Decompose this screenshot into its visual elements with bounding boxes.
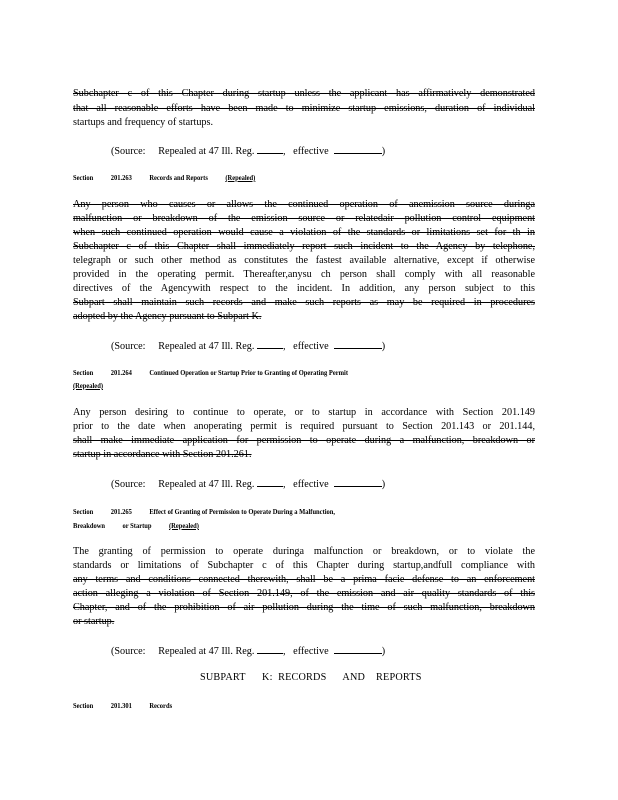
text-line: any terms and conditions connected therewith, shall be a prima facie defense to an enforcement xyxy=(73,574,535,585)
text-line: Chapter, and of the prohibition of air pollution during the time of such malfunction, breakdown xyxy=(73,602,535,613)
effective-label: effective xyxy=(293,646,329,657)
text-line: that all reasonable efforts have been made to minimize startup emissions, duration of individual xyxy=(73,103,535,114)
text-line: Subchapter c of this Chapter during startup unless the applicant has affirmatively demonstrated xyxy=(73,88,535,99)
text-line: when such continued operation would cause a violation of the standards or limitations set for th in xyxy=(73,227,535,238)
section-201-264-tag-line xyxy=(73,381,119,390)
text-line: Any person desiring to continue to operate, or to startup in accordance with Section 201.149 xyxy=(73,407,535,418)
close-paren: ) xyxy=(381,646,386,657)
section-title: Records xyxy=(149,701,173,710)
source-note-4: (Source: Repealed at 47 Ill. Reg. , effective ) xyxy=(111,646,386,657)
section-title-cont: Breakdown xyxy=(73,521,106,530)
reg-blank xyxy=(257,644,283,654)
source-text: Repealed at 47 Ill. Reg. xyxy=(158,479,255,490)
date-blank xyxy=(334,477,382,487)
section-number: 201.264 xyxy=(110,368,132,377)
source-text: Repealed at 47 Ill. Reg. xyxy=(158,341,255,352)
close-paren: ) xyxy=(381,479,386,490)
source-text: Repealed at 47 Ill. Reg. xyxy=(158,146,255,157)
text-line: adopted by the Agency pursuant to Subpart K. xyxy=(73,311,262,322)
text-line: Subpart shall maintain such records and make such reports as may be required in procedures xyxy=(73,297,535,308)
source-label: (Source: xyxy=(111,646,146,657)
section-title-cont: or Startup xyxy=(122,521,152,530)
section-number: 201.263 xyxy=(110,173,132,182)
source-label: (Source: xyxy=(111,146,146,157)
section-number: 201.265 xyxy=(110,507,132,516)
text-line: or startup. xyxy=(73,616,115,627)
text-line: malfunction or breakdown of the emission source or relatedair pollution control equipment xyxy=(73,213,535,224)
date-blank xyxy=(334,339,382,349)
text-line: shall make immediate application for permission to operate during a malfunction, breakdown or xyxy=(73,435,535,446)
text-line: telegraph or such other method as constitutes the fastest available alternative, except if otherwise xyxy=(73,255,535,266)
repealed-tag: (Repealed) xyxy=(73,381,103,390)
source-note-2: (Source: Repealed at 47 Ill. Reg. , effective ) xyxy=(111,341,386,352)
section-title: Records and Reports xyxy=(149,173,208,182)
section-201-265-heading xyxy=(73,507,351,516)
text-line: startup in accordance with Section 201.261. xyxy=(73,449,252,460)
reg-blank xyxy=(257,477,283,487)
section-title: Continued Operation or Startup Prior to Granting of Operating Permit xyxy=(149,368,348,377)
section-number: 201.301 xyxy=(110,701,132,710)
text-line: standards or limitations of Subchapter c of this Chapter during startup,andfull compliance with xyxy=(73,560,535,571)
reg-blank xyxy=(257,339,283,349)
source-label: (Source: xyxy=(111,341,146,352)
section-label: Section xyxy=(73,507,94,516)
text-line: action alleging a violation of Section 201.149, of the emission and air quality standards of this xyxy=(73,588,535,599)
effective-label: effective xyxy=(293,479,329,490)
date-blank xyxy=(334,144,382,154)
subpart-heading: SUBPART K: RECORDS AND REPORTS xyxy=(200,672,422,683)
repealed-tag: (Repealed) xyxy=(225,173,256,182)
close-paren: ) xyxy=(381,146,386,157)
section-label: Section xyxy=(73,368,94,377)
close-paren: ) xyxy=(381,341,386,352)
reg-blank xyxy=(257,144,283,154)
effective-label: effective xyxy=(293,146,329,157)
date-blank xyxy=(334,644,382,654)
repealed-tag: (Repealed) xyxy=(168,521,199,530)
source-label: (Source: xyxy=(111,479,146,490)
source-note-1: (Source: Repealed at 47 Ill. Reg. , effective ) xyxy=(111,146,386,157)
text-line: directives of the Agencywith respect to the incident. In addition, any person subject to this xyxy=(73,283,535,294)
section-201-263-heading xyxy=(73,173,271,182)
source-note-3: (Source: Repealed at 47 Ill. Reg. , effective ) xyxy=(111,479,386,490)
section-201-265-line2 xyxy=(73,521,215,530)
source-text: Repealed at 47 Ill. Reg. xyxy=(158,646,255,657)
text-line: startups and frequency of startups. xyxy=(73,117,214,128)
section-label: Section xyxy=(73,173,94,182)
text-line: Subchapter c of this Chapter shall immediately report such incident to the Agency by telephone, xyxy=(73,241,535,252)
effective-label: effective xyxy=(293,341,329,352)
text-line: Any person who causes or allows the continued operation of anemission source duringa xyxy=(73,199,535,210)
section-201-301-heading xyxy=(73,701,188,710)
text-line: provided in the operating permit. Thereafter,anysu ch person shall comply with all reasonable xyxy=(73,269,535,280)
section-title: Effect of Granting of Permission to Operate During a Malfunction, xyxy=(149,507,336,516)
text-line: The granting of permission to operate duringa malfunction or breakdown, or to violate the xyxy=(73,546,535,557)
text-line: prior to the date when anoperating permit is required pursuant to Section 201.143 or 201.144, xyxy=(73,421,535,432)
section-label: Section xyxy=(73,701,94,710)
section-201-264-heading xyxy=(73,368,364,377)
